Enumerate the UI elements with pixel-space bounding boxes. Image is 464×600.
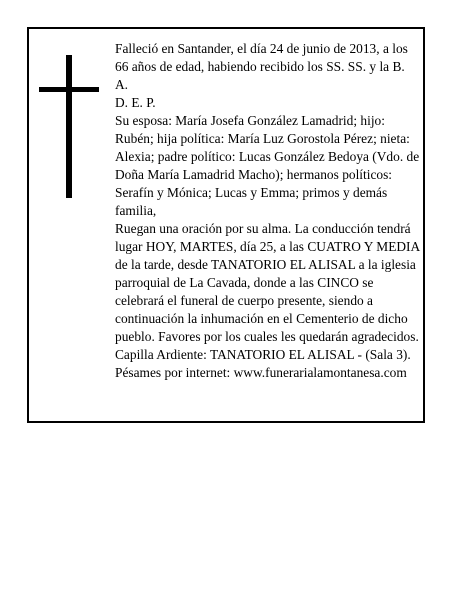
obituary-notice: [27, 27, 425, 423]
cross-horizontal-bar: [39, 87, 99, 92]
family-list: Su esposa: María Josefa González Lamadrid; hijo: Rubén; hija política: María Luz Gorostola Pérez; nieta: Alexia; padre político: Lucas González Bedoya (Vdo. de Doña María Lamadrid Macho); hermanos políticos: Serafín y Mónica; Lucas y Emma; primos y demás familia,: [115, 113, 420, 218]
rip-line: D. E. P.: [115, 95, 156, 110]
condolences-website: Pésames por internet: www.funerarialamontanesa.com: [115, 365, 407, 380]
cross-vertical-bar: [66, 55, 72, 198]
notice-text: [115, 40, 420, 382]
funeral-details: Ruegan una oración por su alma. La conducción tendrá lugar HOY, MARTES, día 25, a las CUATRO Y MEDIA de la tarde, desde TANATORIO EL ALISAL a la iglesia parroquial de La Cavada, donde a las CINCO se celebrará el funeral de cuerpo presente, siendo a continuación la inhumación en el Cementerio de dicho pueblo. Favores por los cuales les quedarán agradecidos. Capilla Ardiente: TANATORIO EL ALISAL - (Sala 3).: [115, 221, 420, 362]
death-announcement: Falleció en Santander, el día 24 de junio de 2013, a los 66 años de edad, habiendo recibido los SS. SS. y la B. A.: [115, 41, 408, 92]
